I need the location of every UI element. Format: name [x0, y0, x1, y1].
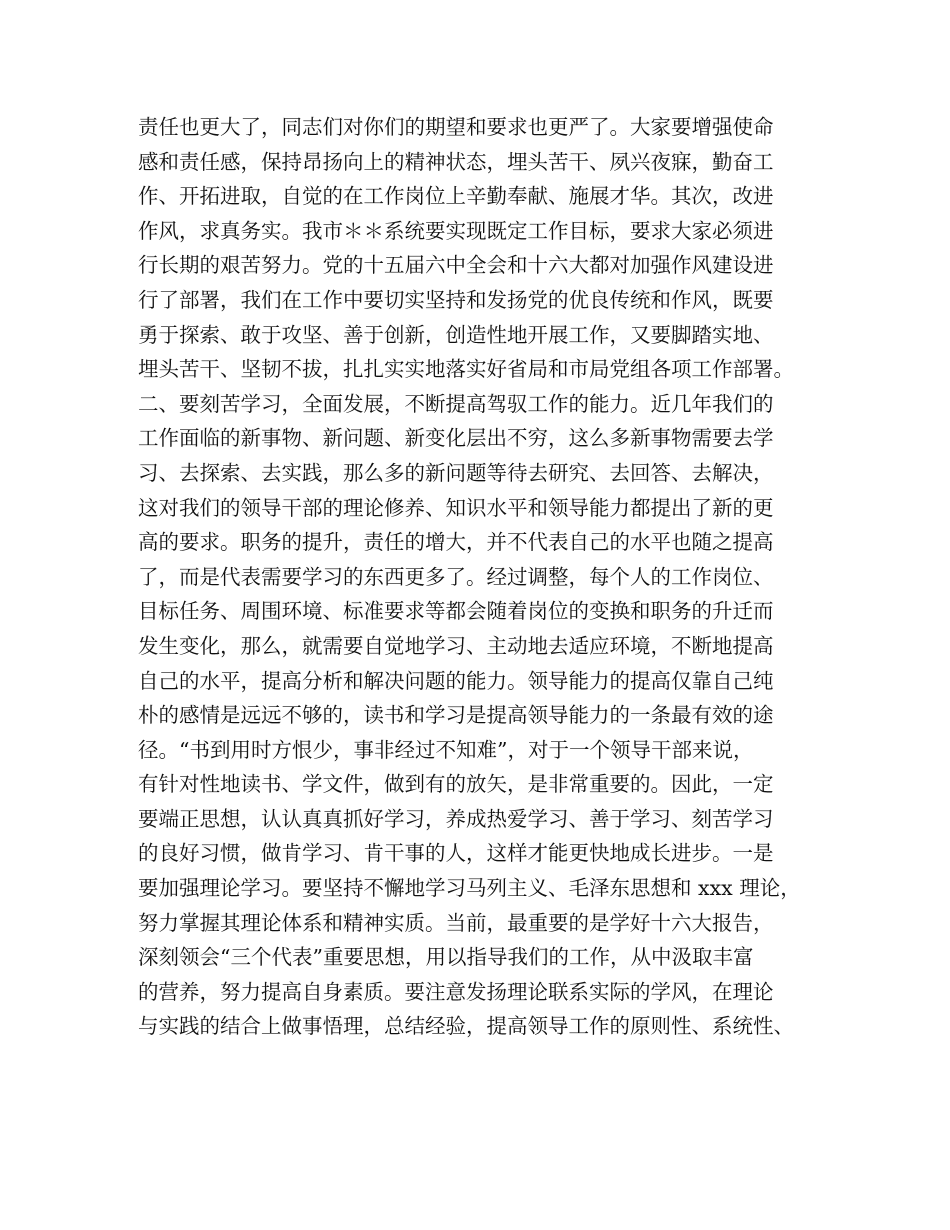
text-line: 行了部署，我们在工作中要切实坚持和发扬党的优良传统和作风，既要: [138, 287, 774, 312]
text-line: 与实践的结合上做事悟理，总结经验，提高领导工作的原则性、系统性、: [138, 1014, 794, 1039]
body-text: [138, 110, 838, 1044]
text-line: 朴的感情是远远不够的，读书和学习是提高领导能力的一条最有效的途: [138, 703, 774, 728]
text-line: 感和责任感，保持昂扬向上的精神状态，埋头苦干、夙兴夜寐，勤奋工: [138, 149, 774, 174]
text-line: 二、要刻苦学习，全面发展，不断提高驾驭工作的能力。近几年我们的: [138, 391, 774, 416]
text-line: 责任也更大了，同志们对你们的期望和要求也更严了。大家要增强使命: [138, 115, 774, 139]
text-line: 要加强理论学习。要坚持不懈地学习马列主义、毛泽东思想和 xxx 理论，: [138, 876, 801, 901]
text-line: 的良好习惯，做肯学习、肯干事的人，这样才能更快地成长进步。一是: [138, 841, 774, 866]
text-line: 有针对性地读书、学文件，做到有的放矢，是非常重要的。因此，一定: [138, 772, 774, 797]
text-line: 作风，求真务实。我市＊＊系统要实现既定工作目标，要求大家必须进: [138, 218, 774, 243]
text-line: 高的要求。职务的提升，责任的增大，并不代表自己的水平也随之提高: [138, 530, 774, 555]
text-line: 习、去探索、去实践，那么多的新问题等待去研究、去回答、去解决，: [138, 460, 774, 485]
text-line: 深刻领会“三个代表”重要思想，用以指导我们的工作，从中汲取丰富: [138, 945, 754, 970]
text-line: 工作面临的新事物、新问题、新变化层出不穷，这么多新事物需要去学: [138, 426, 774, 451]
text-line: 这对我们的领导干部的理论修养、知识水平和领导能力都提出了新的更: [138, 495, 774, 520]
text-line: 作、开拓进取，自觉的在工作岗位上辛勤奉献、施展才华。其次，改进: [138, 184, 774, 209]
text-line: 行长期的艰苦努力。党的十五届六中全会和十六大都对加强作风建设进: [138, 253, 774, 278]
text-line: 埋头苦干、坚韧不拔，扎扎实实地落实好省局和市局党组各项工作部署。: [138, 357, 794, 382]
text-line: 要端正思想，认认真真抓好学习，养成热爱学习、善于学习、刻苦学习: [138, 806, 774, 831]
text-line: 勇于探索、敢于攻坚、善于创新，创造性地开展工作，又要脚踏实地、: [138, 322, 774, 347]
text-line: 努力掌握其理论体系和精神实质。当前，最重要的是学好十六大报告，: [138, 910, 774, 935]
text-line: 径。“书到用时方恨少，事非经过不知难”，对于一个领导干部来说，: [138, 737, 754, 762]
text-line: 了，而是代表需要学习的东西更多了。经过调整，每个人的工作岗位、: [138, 564, 774, 589]
text-line: 发生变化，那么，就需要自觉地学习、主动地去适应环境，不断地提高: [138, 633, 774, 658]
text-line: 自己的水平，提高分析和解决问题的能力。领导能力的提高仅靠自己纯: [138, 668, 774, 693]
text-line: 的营养，努力提高自身素质。要注意发扬理论联系实际的学风，在理论: [138, 979, 774, 1004]
text-line: 目标任务、周围环境、标准要求等都会随着岗位的变换和职务的升迁而: [138, 599, 774, 624]
